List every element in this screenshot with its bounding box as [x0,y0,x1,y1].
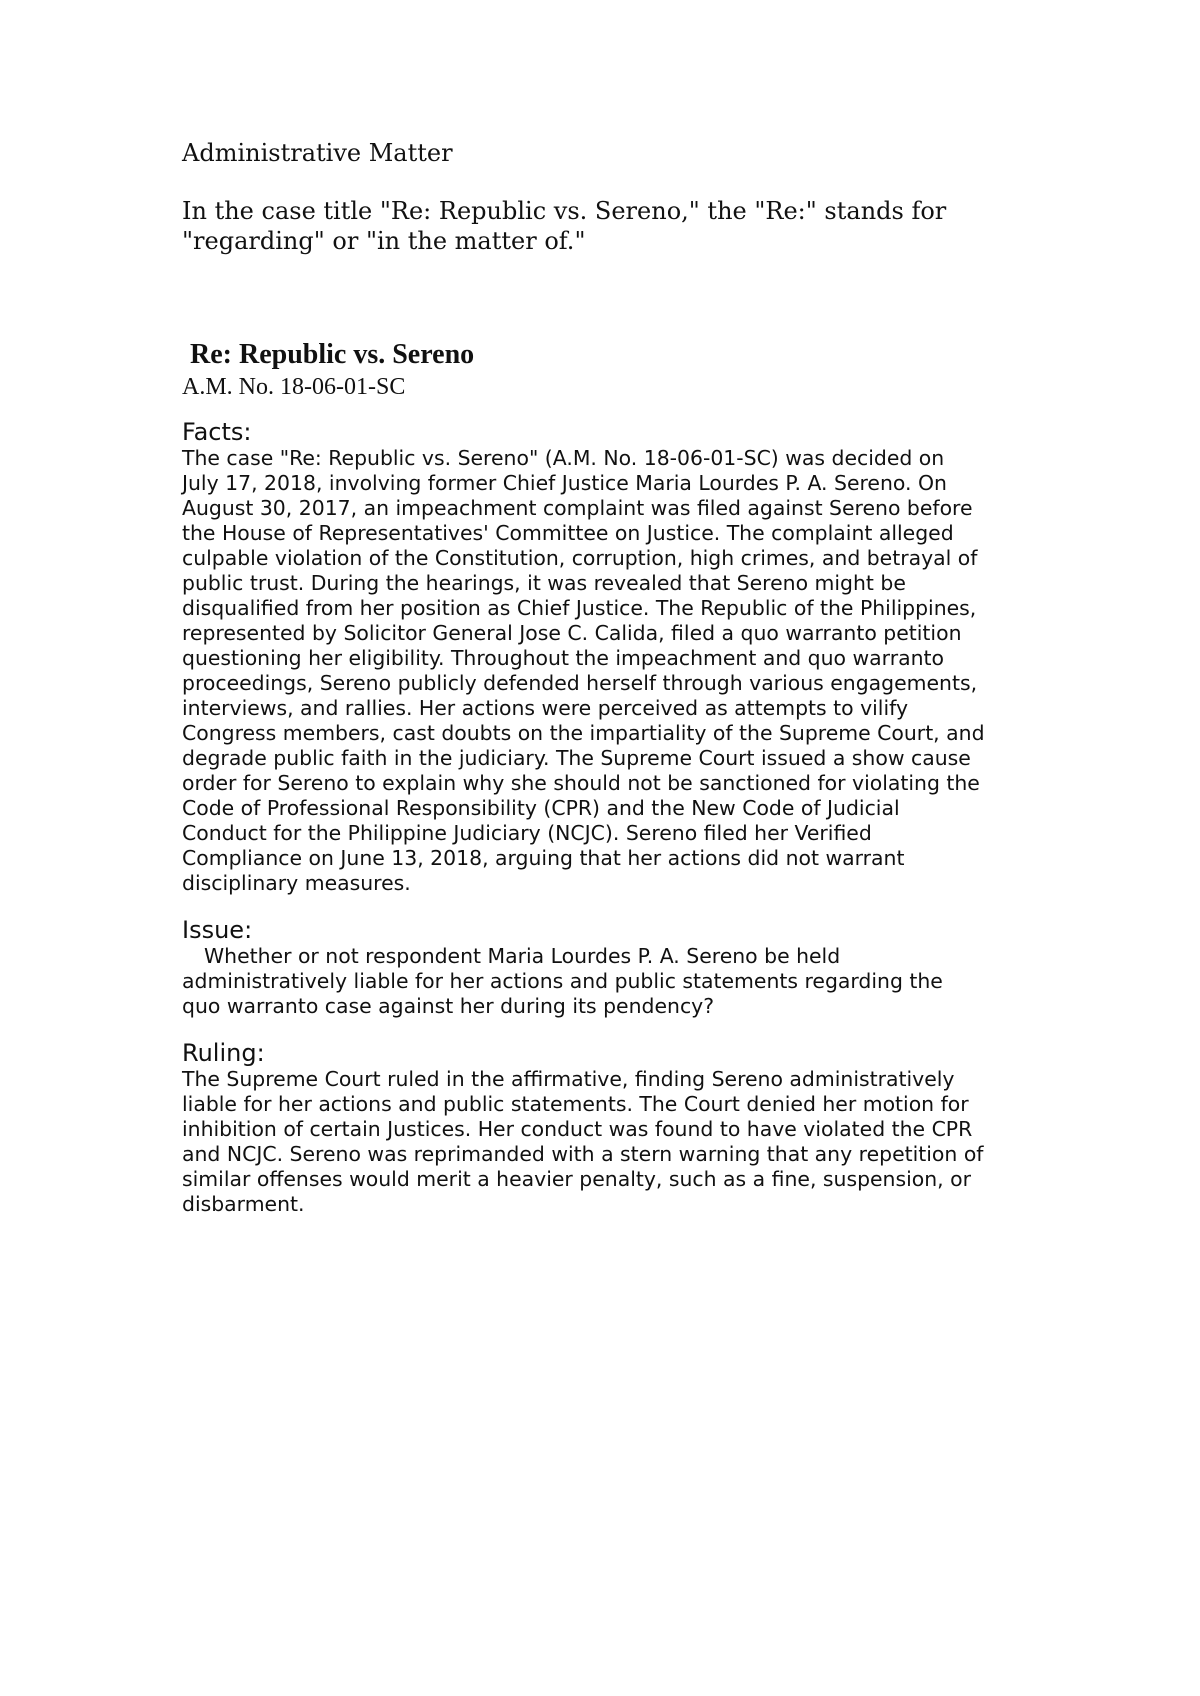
case-number: A.M. No. 18-06-01-SC [182,374,406,400]
case-title: Re: Republic vs. Sereno [190,339,475,370]
ruling-section [182,1039,1042,1217]
document-heading: Administrative Matter [182,139,453,167]
issue-section [182,916,1042,1019]
ruling-heading: Ruling: [182,1039,265,1067]
issue-heading: Issue: [182,916,253,944]
issue-text: Whether or not respondent Maria Lourdes P. A. Sereno be held administratively liable for her actions and public statements regarding the quo warranto case against her during its pendency? [182,944,943,1018]
ruling-text: The Supreme Court ruled in the affirmative, finding Sereno administratively liable for her actions and public statements. The Court denied her motion for inhibition of certain Justices. Her conduct was found to have violated the CPR and NCJC. Sereno was reprimanded with a stern warning that any repetition of similar offenses would merit a heavier penalty, such as a fine, suspension, or disbarment. [182,1067,984,1216]
facts-heading: Facts: [182,418,252,446]
issue-text-wrapper [182,944,1042,1019]
document-page [182,138,1042,1217]
facts-text: The case "Re: Republic vs. Sereno" (A.M. No. 18-06-01-SC) was decided on July 17, 2018, involving former Chief Justice Maria Lourdes P. A. Sereno. On August 30, 2017, an impeachment complaint was filed against Sereno before the House of Representatives' Committee on Justice. The complaint alleged culpable violation of the Constitution, corruption, high crimes, and betrayal of public trust. During the hearings, it was revealed that Sereno might be disqualified from her position as Chief Justice. The Republic of the Philippines, represented by Solicitor General Jose C. Calida, filed a quo warranto petition questioning her eligibility. Throughout the impeachment and quo warranto proceedings, Sereno publicly defended herself through various engagements, interviews, and rallies. Her actions were perceived as attempts to vilify Congress members, cast doubts on the impartiality of the Supreme Court, and degrade public faith in the judiciary. The Supreme Court issued a show cause order for Sereno to explain why she should not be sanctioned for violating the Code of Professional Responsibility (CPR) and the New Code of Judicial Conduct for the Philippine Judiciary (NCJC). Sereno filed her Verified Compliance on June 13, 2018, arguing that her actions did not warrant disciplinary measures. [182,446,985,895]
intro-paragraph: In the case title "Re: Republic vs. Sereno," the "Re:" stands for "regarding" or "in the matter of." [182,197,947,255]
facts-section [182,418,1042,896]
